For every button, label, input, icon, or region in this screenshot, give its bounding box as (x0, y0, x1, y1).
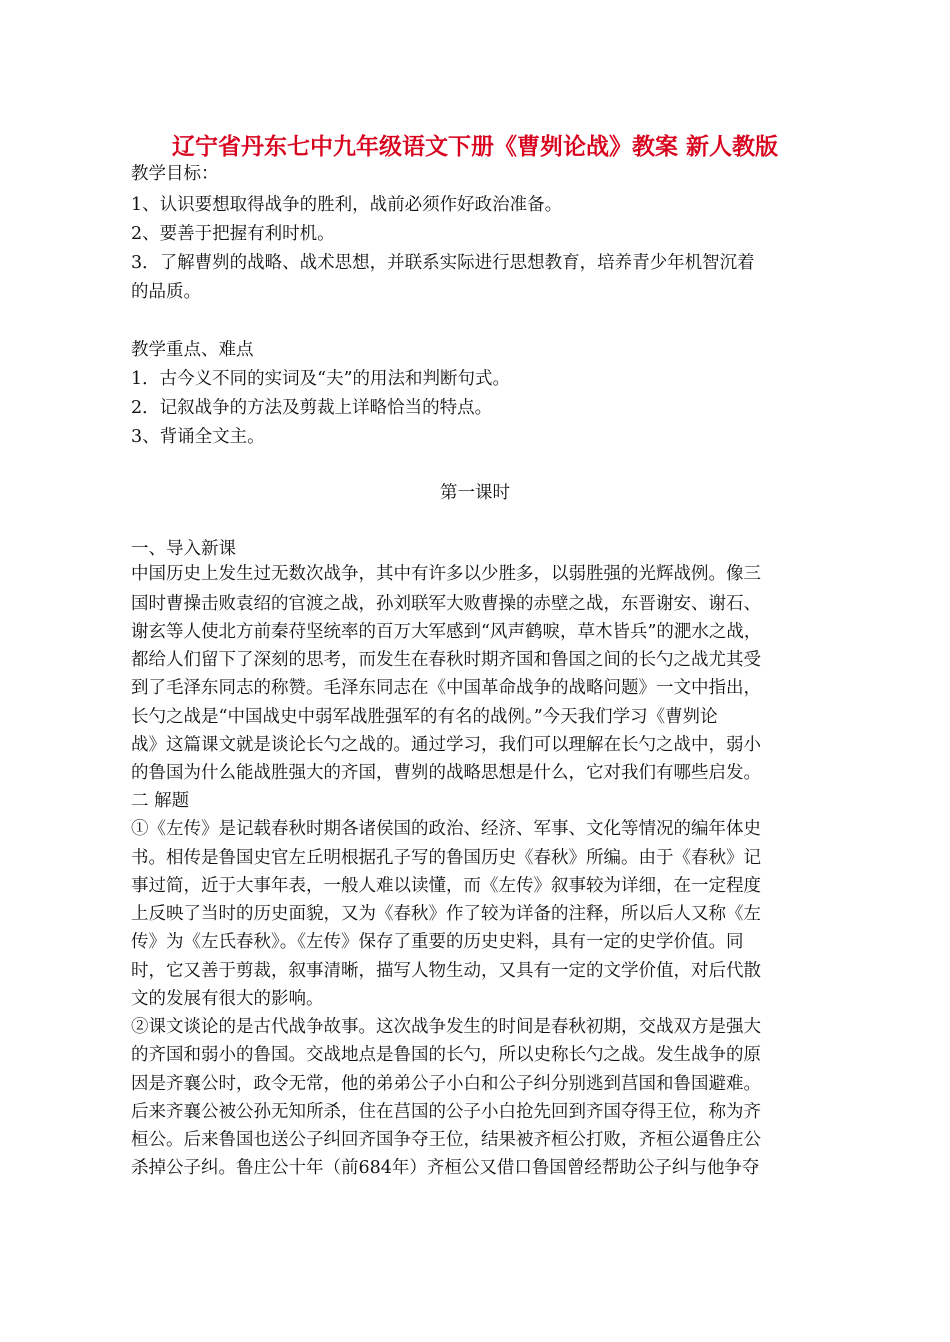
intro-line: 中国历史上发生过无数次战争，其中有许多以少胜多，以弱胜强的光辉战例。像三 (131, 564, 761, 584)
document-title: 辽宁省丹东七中九年级语文下册《曹刿论战》教案 新人教版 (171, 134, 778, 160)
lesson-heading: 第一课时 (440, 483, 510, 503)
intro-line: 战》这篇课文就是谈论长勺之战的。通过学习，我们可以理解在长勺之战中，弱小 (131, 735, 761, 755)
intro-heading: 一、导入新课 (131, 539, 236, 559)
explain-line: 杀掉公子纠。鲁庄公十年（前684年）齐桓公又借口鲁国曾经帮助公子纠与他争夺 (131, 1158, 760, 1178)
intro-line: 谢玄等人使北方前秦苻坚统率的百万大军感到“风声鹤唳，草木皆兵”的淝水之战， (131, 622, 762, 642)
explain-heading: 二 解题 (131, 791, 190, 811)
intro-line: 长勺之战是“中国战史中弱军战胜强军的有名的战例。”今天我们学习《曹刿论 (131, 707, 718, 727)
explain-line: 桓公。后来鲁国也送公子纠回齐国争夺王位，结果被齐桓公打败，齐桓公逼鲁庄公 (131, 1130, 761, 1150)
key-point-line: 1．古今义不同的实词及“夫”的用法和判断句式。 (131, 369, 511, 389)
intro-line: 国时曹操击败袁绍的官渡之战，孙刘联军大败曹操的赤壁之战，东晋谢安、谢石、 (131, 594, 761, 614)
section-header-key: 教学重点、难点 (131, 340, 254, 360)
goal-line: 1、认识要想取得战争的胜利，战前必须作好政治准备。 (131, 195, 563, 215)
explain-line: 时，它又善于剪裁，叙事清晰，描写人物生动，又具有一定的文学价值，对后代散 (131, 961, 761, 981)
explain-line: 上反映了当时的历史面貌，又为《春秋》作了较为详备的注释，所以后人又称《左 (131, 904, 761, 924)
intro-line: 的鲁国为什么能战胜强大的齐国，曹刿的战略思想是什么，它对我们有哪些启发。 (131, 763, 761, 783)
section-header-goals: 教学目标： (131, 164, 219, 184)
explain-line: 的齐国和弱小的鲁国。交战地点是鲁国的长勺，所以史称长勺之战。发生战争的原 (131, 1045, 761, 1065)
key-point-line: 3、背诵全文主。 (131, 427, 265, 447)
goal-line: 的品质。 (131, 282, 201, 302)
explain-line: 书。相传是鲁国史官左丘明根据孔子写的鲁国历史《春秋》所编。由于《春秋》记 (131, 848, 761, 868)
goal-line: 3．了解曹刿的战略、战术思想，并联系实际进行思想教育，培养青少年机智沉着 (131, 253, 755, 273)
goal-line: 2、要善于把握有利时机。 (131, 224, 335, 244)
explain-line: 文的发展有很大的影响。 (131, 989, 324, 1009)
explain-line: ②课文谈论的是古代战争故事。这次战争发生的时间是春秋初期，交战双方是强大 (131, 1017, 761, 1037)
intro-line: 都给人们留下了深刻的思考，而发生在春秋时期齐国和鲁国之间的长勺之战尤其受 (131, 650, 761, 670)
explain-line: ①《左传》是记载春秋时期各诸侯国的政治、经济、军事、文化等情况的编年体史 (131, 819, 761, 839)
explain-line: 传》为《左氏春秋》。《左传》保存了重要的历史史料，具有一定的史学价值。同 (131, 932, 744, 952)
intro-line: 到了毛泽东同志的称赞。毛泽东同志在《中国革命战争的战略问题》一文中指出， (131, 678, 761, 698)
explain-line: 因是齐襄公时，政令无常，他的弟弟公子小白和公子纠分别逃到莒国和鲁国避难。 (131, 1074, 761, 1094)
explain-line: 事过简，近于大事年表，一般人难以读懂，而《左传》叙事较为详细，在一定程度 (131, 876, 761, 896)
key-point-line: 2．记叙战争的方法及剪裁上详略恰当的特点。 (131, 398, 493, 418)
explain-line: 后来齐襄公被公孙无知所杀，住在莒国的公子小白抢先回到齐国夺得王位，称为齐 (131, 1102, 761, 1122)
